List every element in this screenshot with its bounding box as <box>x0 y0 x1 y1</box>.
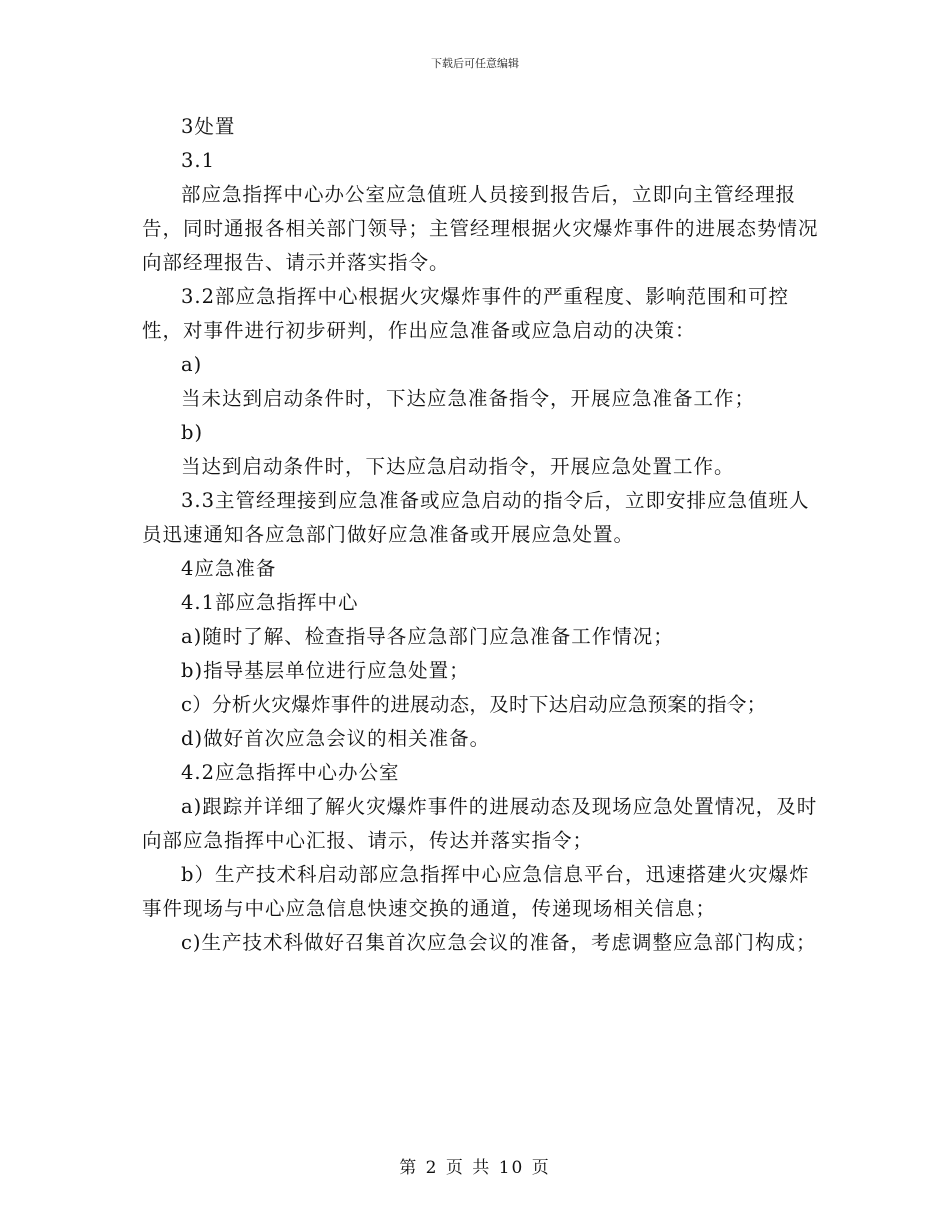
page-number: 第 2 页 共 10 页 <box>399 1158 551 1178</box>
section-heading: 4应急准备 <box>181 557 277 580</box>
paragraph: 当未达到启动条件时，下达应急准备指令，开展应急准备工作； <box>181 387 756 410</box>
paragraph: 3.3主管经理接到应急准备或应急启动的指令后，立即安排应急值班人员迅速通知各应急部门做好应急准备或开展应急处置。 <box>142 489 810 546</box>
header-note: 下载后可任意编辑 <box>431 57 519 70</box>
paragraph: 部应急指挥中心办公室应急值班人员接到报告后，立即向主管经理报告，同时通报各相关部门领导；主管经理根据火灾爆炸事件的进展态势情况向部经理报告、请示并落实指令。 <box>142 183 819 274</box>
list-item: a)随时了解、检查指导各应急部门应急准备工作情况； <box>181 625 674 648</box>
subsection-heading: 4.1部应急指挥中心 <box>181 591 359 614</box>
list-item: b）生产技术科启动部应急指挥中心应急信息平台，迅速搭建火灾爆炸事件现场与中心应急信息快速交换的通道，传递现场相关信息； <box>142 863 810 920</box>
list-marker: b) <box>181 421 204 444</box>
subsection-number: 3.1 <box>181 149 216 172</box>
list-item: a)跟踪并详细了解火灾爆炸事件的进展动态及现场应急处置情况，及时向部应急指挥中心汇报、请示，传达并落实指令； <box>142 795 818 852</box>
list-item: c)生产技术科做好召集首次应急会议的准备，考虑调整应急部门构成； <box>181 931 817 954</box>
list-marker: a) <box>181 353 203 376</box>
paragraph: 3.2部应急指挥中心根据火灾爆炸事件的严重程度、影响范围和可控性，对事件进行初步研判，作出应急准备或应急启动的决策： <box>142 285 790 342</box>
list-item: b)指导基层单位进行应急处置； <box>181 659 470 682</box>
paragraph: 当达到启动条件时，下达应急启动指令，开展应急处置工作。 <box>181 455 735 478</box>
document-body <box>142 110 822 960</box>
list-item: c）分析火灾爆炸事件的进展动态，及时下达启动应急预案的指令； <box>181 693 767 716</box>
section-heading: 3处置 <box>181 115 236 138</box>
list-item: d)做好首次应急会议的相关准备。 <box>181 727 491 750</box>
subsection-heading: 4.2应急指挥中心办公室 <box>181 761 400 784</box>
